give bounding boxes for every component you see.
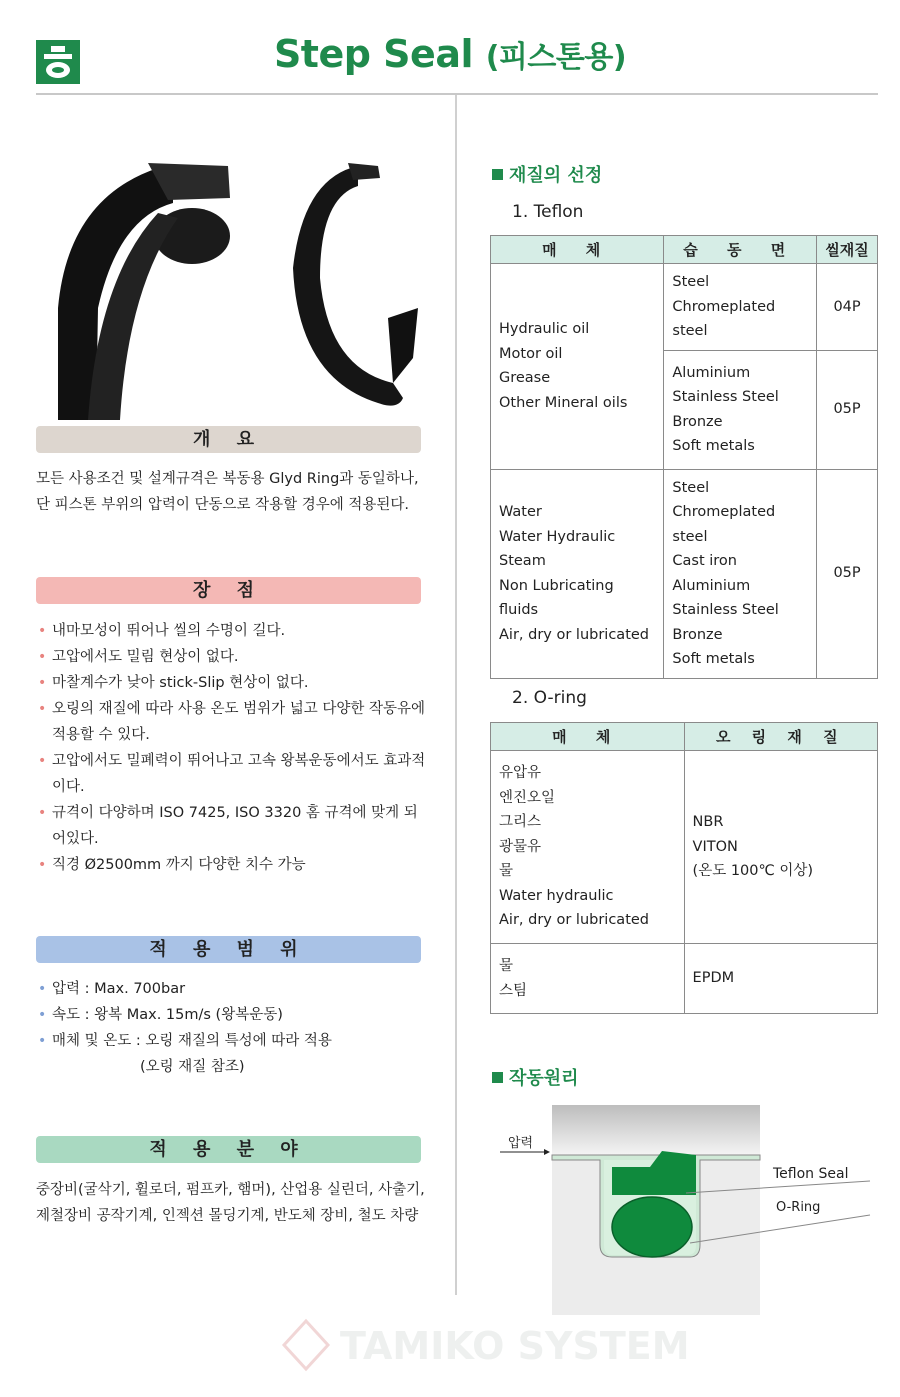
table-row <box>491 264 878 351</box>
range-list <box>36 976 431 1080</box>
table-header-row <box>491 723 878 751</box>
list-item: • 마찰계수가 낮아 stick-Slip 현상이 없다. <box>38 675 309 691</box>
teflon-subheading: 1. Teflon <box>512 202 584 222</box>
list-item: (오링 재질 참조) <box>140 1059 245 1075</box>
table-row <box>491 469 878 678</box>
column-header: 습 동 면 <box>664 236 817 264</box>
range-heading: 적 용 범 위 <box>36 936 421 963</box>
material-cell: EPDM <box>684 944 877 1014</box>
list-item: • 오링의 재질에 따라 사용 온도 범위가 넓고 다양한 작동유에 적용할 수 있다. <box>38 701 426 743</box>
watermark <box>280 1315 700 1375</box>
column-divider <box>455 95 457 1295</box>
table-row <box>491 944 878 1014</box>
code-cell: 05P <box>817 350 878 469</box>
teflon-seal-label: Teflon Seal <box>773 1166 849 1182</box>
media-cell: Hydraulic oil Motor oil Grease Other Mineral oils <box>491 264 664 470</box>
title-sub: (피스톤용) <box>485 40 627 75</box>
cylinder-wall-shape <box>552 1105 760 1155</box>
list-item: • 고압에서도 밀림 현상이 없다. <box>38 649 239 665</box>
column-header: 매 체 <box>491 723 685 751</box>
list-item: • 내마모성이 뛰어나 씰의 수명이 길다. <box>38 623 286 639</box>
surface-cell: Steel Chromeplated steel <box>664 264 817 351</box>
oring-table <box>490 722 878 1014</box>
media-cell: 유압유 엔진오일 그리스 광물유 물 Water hydraulic Air, dry or lubricated <box>491 751 685 944</box>
overview-text: 모든 사용조건 및 설계규격은 복동용 Glyd Ring과 동일하나, 단 피스톤 부위의 압력이 단동으로 작용할 경우에 적용된다. <box>36 471 419 513</box>
surface-cell: Aluminium Stainless Steel Bronze Soft metals <box>664 350 817 469</box>
teflon-table <box>490 235 878 679</box>
header-rule <box>36 93 878 95</box>
list-item: • 압력 : Max. 700bar <box>38 981 186 997</box>
list-item: • 직경 Ø2500mm 까지 다양한 치수 가능 <box>38 857 306 873</box>
table-header-row <box>491 236 878 264</box>
material-cell: NBR VITON (온도 100℃ 이상) <box>684 751 877 944</box>
code-cell: 05P <box>817 469 878 678</box>
media-cell: 물 스팀 <box>491 944 685 1014</box>
oring-subheading: 2. O-ring <box>512 688 587 708</box>
materials-heading: 재질의 선정 <box>492 161 602 187</box>
principle-heading: 작동원리 <box>492 1064 579 1090</box>
merits-heading: 장 점 <box>36 577 421 604</box>
watermark-text: TAMIKO SYSTEM <box>340 1324 690 1368</box>
list-item: • 속도 : 왕복 Max. 15m/s (왕복운동) <box>38 1007 283 1023</box>
list-item: • 매체 및 온도 : 오링 재질의 특성에 따라 적용 <box>38 1033 332 1049</box>
list-item: • 고압에서도 밀폐력이 뛰어나고 고속 왕복운동에서도 효과적이다. <box>38 753 426 795</box>
overview-heading: 개 요 <box>36 426 421 453</box>
media-cell: Water Water Hydraulic Steam Non Lubricating fluids Air, dry or lubricated <box>491 469 664 678</box>
column-header: 씰재질 <box>817 236 878 264</box>
oring-label: O-Ring <box>776 1200 821 1215</box>
fields-heading: 적 용 분 야 <box>36 1136 421 1163</box>
title-main: Step Seal <box>273 32 473 76</box>
surface-cell: Steel Chromeplated steel Cast iron Aluminium Stainless Steel Bronze Soft metals <box>664 469 817 678</box>
table-row <box>491 751 878 944</box>
page-title <box>0 32 900 76</box>
working-principle-diagram <box>500 1105 885 1315</box>
oring-shape <box>612 1197 692 1257</box>
merits-list <box>36 618 431 878</box>
column-header: 매 체 <box>491 236 664 264</box>
fields-text: 중장비(굴삭기, 휠로더, 펌프카, 햄머), 산업용 실린더, 사출기, 제철장비 공작기계, 인젝션 몰딩기계, 반도체 장비, 철도 차량 <box>36 1182 425 1224</box>
column-header: 오 링 재 질 <box>684 723 877 751</box>
code-cell: 04P <box>817 264 878 351</box>
pressure-label: 압력 <box>508 1136 534 1151</box>
step-seal-product-image <box>58 158 438 420</box>
list-item: • 규격이 다양하며 ISO 7425, ISO 3320 홈 규격에 맞게 되어있다. <box>38 805 418 847</box>
